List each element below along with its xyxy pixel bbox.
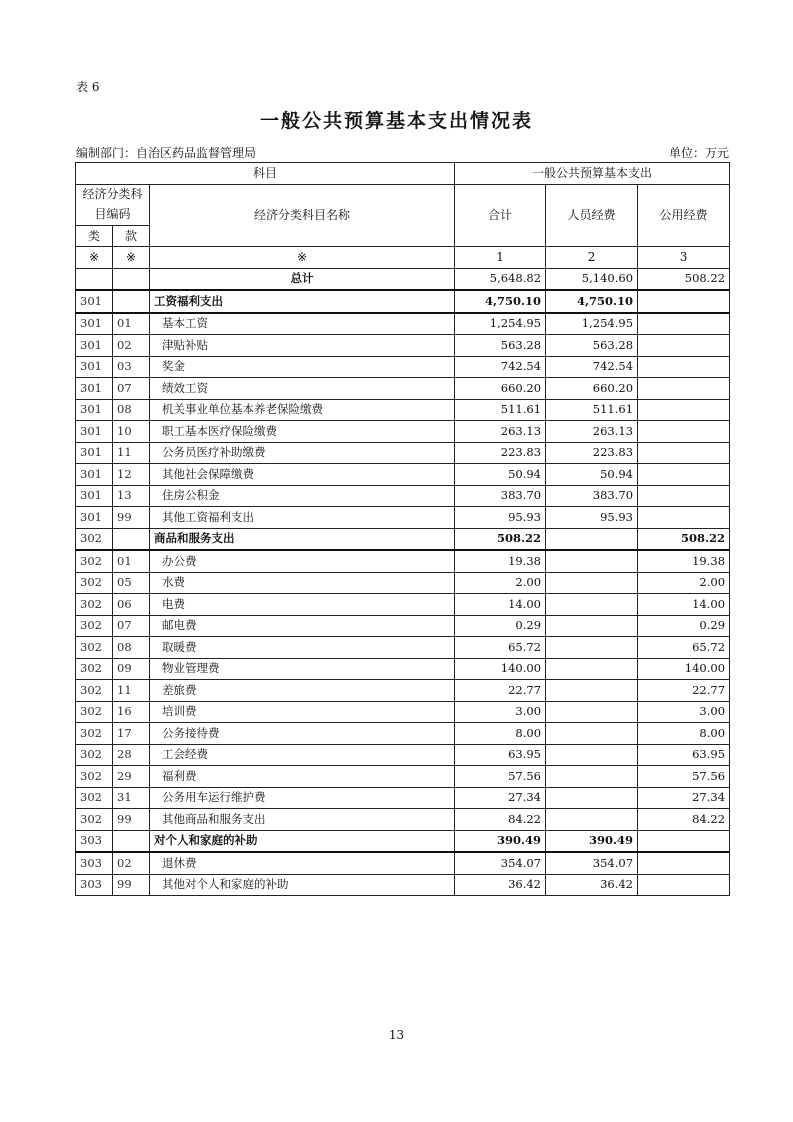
row-name: 津贴补贴: [150, 335, 455, 357]
row-personnel: [546, 658, 638, 680]
table-row: [76, 442, 730, 464]
table-row: [76, 766, 730, 788]
row-public: [638, 378, 730, 400]
row-public: [638, 852, 730, 874]
row-public: 63.95: [638, 744, 730, 766]
row-total: 511.61: [455, 399, 546, 421]
row-item-code: 09: [113, 658, 150, 680]
row-name: 物业管理费: [150, 658, 455, 680]
row-public: 0.29: [638, 615, 730, 637]
row-class-code: 302: [76, 658, 113, 680]
row-item-code: 11: [113, 442, 150, 464]
row-total: 65.72: [455, 637, 546, 659]
table-row: [76, 723, 730, 745]
row-public: 19.38: [638, 550, 730, 572]
row-total: 14.00: [455, 594, 546, 616]
row-total: 660.20: [455, 378, 546, 400]
row-total: 563.28: [455, 335, 546, 357]
row-name: 住房公积金: [150, 485, 455, 507]
table-row: [76, 852, 730, 874]
table-label: 表 6: [76, 80, 100, 94]
row-item-code: 07: [113, 378, 150, 400]
table-row: [76, 658, 730, 680]
row-class-code: 303: [76, 874, 113, 896]
row-name: 工会经费: [150, 744, 455, 766]
row-class-code: 302: [76, 766, 113, 788]
table-row: [76, 744, 730, 766]
row-total: 390.49: [455, 830, 546, 852]
row-personnel: 50.94: [546, 464, 638, 486]
row-personnel: [546, 637, 638, 659]
row-name: 公务员医疗补助缴费: [150, 442, 455, 464]
table-row: [76, 335, 730, 357]
row-class-code: 301: [76, 399, 113, 421]
row-total: 508.22: [455, 528, 546, 550]
table-row: [76, 874, 730, 896]
table-row: [76, 378, 730, 400]
row-class-code: 303: [76, 830, 113, 852]
row-personnel: [546, 572, 638, 594]
table-row: [76, 594, 730, 616]
row-total: 22.77: [455, 680, 546, 702]
row-name: 其他社会保障缴费: [150, 464, 455, 486]
row-public: 508.22: [638, 528, 730, 550]
row-item-code: 07: [113, 615, 150, 637]
row-total: 1,254.95: [455, 313, 546, 335]
row-class-code: 301: [76, 421, 113, 443]
unit-label: 单位：万元: [668, 146, 729, 160]
row-public: [638, 421, 730, 443]
row-item-code: 06: [113, 594, 150, 616]
row-item-code: 99: [113, 507, 150, 529]
row-personnel: [546, 615, 638, 637]
row-class-code: 302: [76, 615, 113, 637]
row-name: 邮电费: [150, 615, 455, 637]
header-basic-expenditure: 一般公共预算基本支出: [455, 163, 730, 185]
row-class-code: 301: [76, 378, 113, 400]
row-item-code: 17: [113, 723, 150, 745]
header-personnel: 人员经费: [546, 184, 638, 247]
row-personnel: [546, 701, 638, 723]
row-personnel: 4,750.10: [546, 290, 638, 313]
table-row: [76, 615, 730, 637]
row-public: 140.00: [638, 658, 730, 680]
row-public: 2.00: [638, 572, 730, 594]
row-total: 2.00: [455, 572, 546, 594]
row-name: 取暖费: [150, 637, 455, 659]
row-class-code: 303: [76, 852, 113, 874]
column-number-1: 1: [455, 247, 546, 269]
row-personnel: 263.13: [546, 421, 638, 443]
table-group-row: [76, 528, 730, 550]
table-row: [76, 399, 730, 421]
row-item-code: 12: [113, 464, 150, 486]
table-row: [76, 421, 730, 443]
row-personnel: [546, 809, 638, 831]
row-class-code: 302: [76, 572, 113, 594]
row-class-code: 302: [76, 809, 113, 831]
row-personnel: [546, 550, 638, 572]
row-name: 差旅费: [150, 680, 455, 702]
row-class-code: 302: [76, 701, 113, 723]
row-class-code: 301: [76, 335, 113, 357]
row-public: 3.00: [638, 701, 730, 723]
page-number: 13: [388, 1028, 405, 1042]
row-personnel: [546, 594, 638, 616]
table-group-row: [76, 290, 730, 313]
row-public: [638, 399, 730, 421]
header-item: 款: [113, 225, 150, 247]
row-class-code: 301: [76, 485, 113, 507]
mark-item: ※: [113, 247, 150, 269]
mark-class: ※: [76, 247, 113, 269]
row-total: 63.95: [455, 744, 546, 766]
table-row: [76, 464, 730, 486]
row-item-code: 29: [113, 766, 150, 788]
row-public: [638, 830, 730, 852]
row-public: [638, 442, 730, 464]
row-name: 对个人和家庭的补助: [150, 830, 455, 852]
table-row: [76, 356, 730, 378]
row-item-code: 99: [113, 874, 150, 896]
row-name: 公务用车运行维护费: [150, 787, 455, 809]
row-personnel: 36.42: [546, 874, 638, 896]
grand-total-label: 总计: [150, 268, 455, 290]
row-class-code: 301: [76, 442, 113, 464]
row-class-code: 302: [76, 550, 113, 572]
row-item-code: 31: [113, 787, 150, 809]
row-class-code: 301: [76, 356, 113, 378]
row-item-code: [113, 290, 150, 313]
row-personnel: [546, 680, 638, 702]
row-name: 商品和服务支出: [150, 528, 455, 550]
row-class-code: 302: [76, 787, 113, 809]
row-personnel: 660.20: [546, 378, 638, 400]
row-total: 263.13: [455, 421, 546, 443]
row-total: 57.56: [455, 766, 546, 788]
table-row: [76, 680, 730, 702]
budget-table: [75, 162, 730, 896]
header-total: 合计: [455, 184, 546, 247]
row-total: 742.54: [455, 356, 546, 378]
header-subject: 科目: [76, 163, 455, 185]
header-public: 公用经费: [638, 184, 730, 247]
row-item-code: 02: [113, 335, 150, 357]
row-personnel: 1,254.95: [546, 313, 638, 335]
row-class-code: 302: [76, 594, 113, 616]
grand-total-personnel: 5,140.60: [546, 268, 638, 290]
row-class-code: 301: [76, 464, 113, 486]
row-public: [638, 507, 730, 529]
row-class-code: 302: [76, 723, 113, 745]
table-row: [76, 485, 730, 507]
row-name: 绩效工资: [150, 378, 455, 400]
row-class-code: 302: [76, 528, 113, 550]
row-public: [638, 356, 730, 378]
row-name: 工资福利支出: [150, 290, 455, 313]
row-public: 57.56: [638, 766, 730, 788]
table-row: [76, 550, 730, 572]
row-personnel: 223.83: [546, 442, 638, 464]
table-row: [76, 313, 730, 335]
row-item-code: 99: [113, 809, 150, 831]
row-item-code: [113, 528, 150, 550]
row-public: [638, 335, 730, 357]
mark-name: ※: [150, 247, 455, 269]
grand-total-class: [76, 268, 113, 290]
row-total: 19.38: [455, 550, 546, 572]
page-title: 一般公共预算基本支出情况表: [259, 110, 533, 132]
row-public: 84.22: [638, 809, 730, 831]
grand-total-item: [113, 268, 150, 290]
row-total: 140.00: [455, 658, 546, 680]
row-total: 4,750.10: [455, 290, 546, 313]
row-public: 8.00: [638, 723, 730, 745]
row-name: 培训费: [150, 701, 455, 723]
header-econ-code: 经济分类科目编码: [76, 184, 150, 225]
column-number-2: 2: [546, 247, 638, 269]
row-class-code: 301: [76, 290, 113, 313]
row-class-code: 302: [76, 680, 113, 702]
row-name: 福利费: [150, 766, 455, 788]
grand-total-public: 508.22: [638, 268, 730, 290]
row-personnel: 511.61: [546, 399, 638, 421]
row-total: 354.07: [455, 852, 546, 874]
row-name: 其他工资福利支出: [150, 507, 455, 529]
row-item-code: 01: [113, 313, 150, 335]
row-personnel: 95.93: [546, 507, 638, 529]
row-total: 95.93: [455, 507, 546, 529]
row-personnel: 563.28: [546, 335, 638, 357]
row-personnel: [546, 744, 638, 766]
row-public: [638, 290, 730, 313]
row-public: [638, 485, 730, 507]
row-total: 223.83: [455, 442, 546, 464]
row-item-code: 28: [113, 744, 150, 766]
table-row: [76, 809, 730, 831]
row-name: 奖金: [150, 356, 455, 378]
row-public: [638, 313, 730, 335]
row-public: 14.00: [638, 594, 730, 616]
table-row: [76, 507, 730, 529]
row-item-code: 03: [113, 356, 150, 378]
table-body: [76, 290, 730, 896]
row-total: 27.34: [455, 787, 546, 809]
row-item-code: 13: [113, 485, 150, 507]
row-class-code: 302: [76, 744, 113, 766]
table-row: [76, 637, 730, 659]
row-class-code: 302: [76, 637, 113, 659]
row-name: 办公费: [150, 550, 455, 572]
row-item-code: [113, 830, 150, 852]
row-name: 公务接待费: [150, 723, 455, 745]
row-personnel: 742.54: [546, 356, 638, 378]
row-public: [638, 874, 730, 896]
header-econ-name: 经济分类科目名称: [150, 184, 455, 247]
row-total: 36.42: [455, 874, 546, 896]
row-public: 22.77: [638, 680, 730, 702]
row-item-code: 10: [113, 421, 150, 443]
row-personnel: 390.49: [546, 830, 638, 852]
row-total: 8.00: [455, 723, 546, 745]
row-name: 退休费: [150, 852, 455, 874]
row-item-code: 02: [113, 852, 150, 874]
row-class-code: 301: [76, 507, 113, 529]
row-total: 383.70: [455, 485, 546, 507]
row-public: [638, 464, 730, 486]
row-name: 基本工资: [150, 313, 455, 335]
row-name: 其他商品和服务支出: [150, 809, 455, 831]
table-row: [76, 787, 730, 809]
row-total: 50.94: [455, 464, 546, 486]
row-item-code: 01: [113, 550, 150, 572]
row-personnel: 354.07: [546, 852, 638, 874]
table-group-row: [76, 830, 730, 852]
row-public: 27.34: [638, 787, 730, 809]
table-row: [76, 572, 730, 594]
grand-total-total: 5,648.82: [455, 268, 546, 290]
table-header: [76, 163, 730, 291]
row-personnel: [546, 723, 638, 745]
row-name: 水费: [150, 572, 455, 594]
header-class: 类: [76, 225, 113, 247]
row-name: 其他对个人和家庭的补助: [150, 874, 455, 896]
row-item-code: 11: [113, 680, 150, 702]
row-personnel: [546, 766, 638, 788]
row-item-code: 08: [113, 637, 150, 659]
row-item-code: 05: [113, 572, 150, 594]
row-item-code: 08: [113, 399, 150, 421]
department-label: 编制部门：自治区药品监督管理局: [76, 146, 257, 160]
row-personnel: [546, 528, 638, 550]
row-item-code: 16: [113, 701, 150, 723]
column-number-3: 3: [638, 247, 730, 269]
row-name: 机关事业单位基本养老保险缴费: [150, 399, 455, 421]
row-public: 65.72: [638, 637, 730, 659]
row-total: 3.00: [455, 701, 546, 723]
row-personnel: 383.70: [546, 485, 638, 507]
row-name: 电费: [150, 594, 455, 616]
row-personnel: [546, 787, 638, 809]
row-name: 职工基本医疗保险缴费: [150, 421, 455, 443]
row-total: 84.22: [455, 809, 546, 831]
table-row: [76, 701, 730, 723]
row-total: 0.29: [455, 615, 546, 637]
row-class-code: 301: [76, 313, 113, 335]
